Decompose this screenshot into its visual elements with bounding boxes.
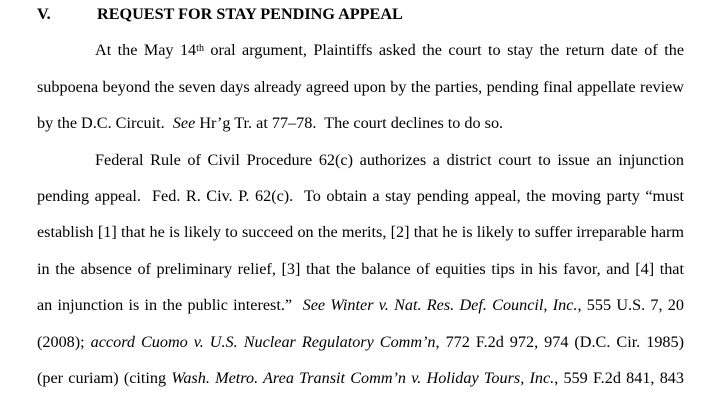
- text-line: [37, 142, 684, 178]
- text-line: [37, 178, 684, 214]
- superscript-text: th: [196, 42, 204, 54]
- stay-request-paragraph: [37, 32, 684, 141]
- italic-citation-text: See: [172, 114, 196, 133]
- text-segment: (2008);: [37, 332, 91, 351]
- text-segment: in the absence of preliminary relief, [3] that the balance of equities tips in his favor, and [4] that: [37, 259, 684, 278]
- stay-standard-paragraph: [37, 142, 684, 397]
- text-line: [37, 32, 684, 68]
- section-heading: [37, 0, 684, 32]
- text-segment: , 559 F.2d 841, 843: [554, 369, 684, 388]
- text-line: [37, 360, 684, 396]
- text-line: [37, 69, 684, 105]
- text-segment: Federal Rule of Civil Procedure 62(c) authorizes a district court to issue an injunction: [95, 150, 684, 169]
- text-segment: establish [1] that he is likely to succeed on the merits, [2] that he is likely to suffer irreparable harm: [37, 223, 684, 242]
- text-segment: oral argument, Plaintiffs asked the court to stay the return date of the: [203, 41, 684, 60]
- text-line: [37, 287, 684, 323]
- text-line: [37, 324, 684, 360]
- text-segment: pending appeal. Fed. R. Civ. P. 62(c). To obtain a stay pending appeal, the moving party “must: [37, 187, 684, 206]
- text-segment: Hr’g Tr. at 77–78. The court declines to do so.: [195, 114, 504, 133]
- text-line: [37, 214, 684, 250]
- italic-citation-text: Wash. Metro. Area Transit Comm’n v. Holiday Tours, Inc.: [171, 369, 555, 388]
- text-line: [37, 105, 684, 141]
- document-body: [37, 32, 684, 396]
- text-segment: At the May 14: [95, 41, 197, 60]
- text-segment: , 555 U.S. 7, 20: [577, 296, 684, 315]
- document-content: [37, 0, 684, 396]
- text-segment: an injunction is in the public interest.”: [37, 296, 303, 315]
- text-segment: , 772 F.2d 972, 974 (D.C. Cir. 1985): [435, 332, 684, 351]
- italic-citation-text: accord Cuomo v. U.S. Nuclear Regulatory Comm’n: [90, 332, 436, 351]
- italic-citation-text: See Winter v. Nat. Res. Def. Council, Inc.: [302, 296, 578, 315]
- text-line: [37, 251, 684, 287]
- text-segment: (per curiam) (citing: [37, 369, 172, 388]
- text-segment: subpoena beyond the seven days already agreed upon by the parties, pending final appellate review: [37, 77, 684, 96]
- section-number: V.: [37, 5, 51, 23]
- section-title: REQUEST FOR STAY PENDING APPEAL: [97, 5, 403, 23]
- text-segment: by the D.C. Circuit.: [37, 114, 173, 133]
